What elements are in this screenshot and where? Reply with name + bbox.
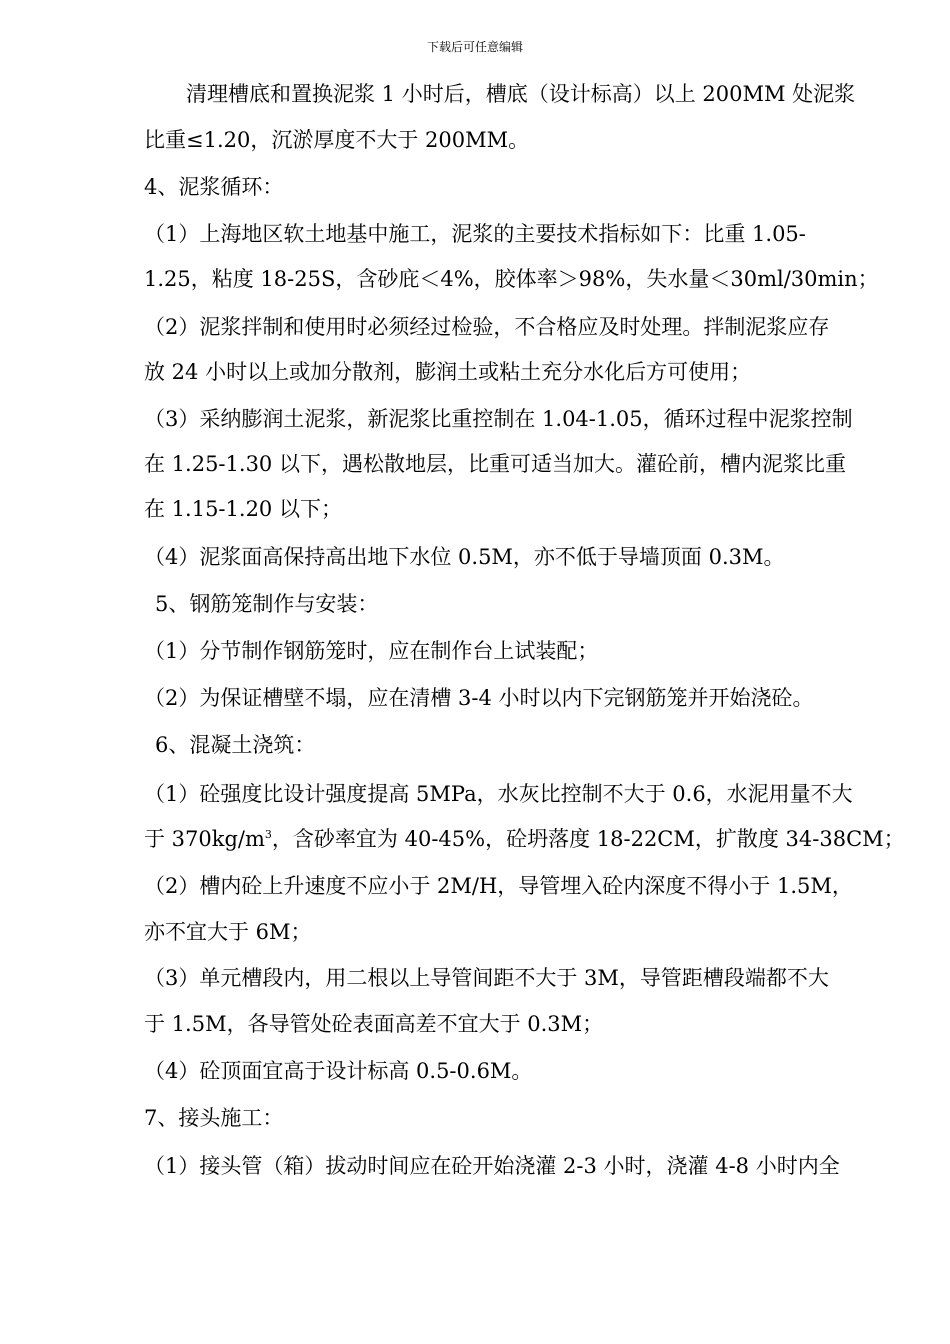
paragraph-line: 亦不宜大于 6M； xyxy=(144,920,312,944)
section-heading: 6、混凝土浇筑： xyxy=(155,733,316,757)
paragraph-line: 1.25，粘度 18-25S，含砂庇＜4%，胶体率＞98%，失水量＜30ml/30min； xyxy=(144,267,879,291)
paragraph-line: （2）为保证槽壁不塌，应在清槽 3-4 小时以内下完钢筋笼并开始浇砼。 xyxy=(144,686,814,710)
paragraph-line: （1）上海地区软土地基中施工，泥浆的主要技术指标如下：比重 1.05- xyxy=(144,222,806,246)
paragraph-line: 放 24 小时以上或加分散剂，膨润土或粘土充分水化后方可使用； xyxy=(144,360,752,384)
section-heading: 7、接头施工： xyxy=(144,1106,284,1130)
text-segment: ，含砂率宜为 40-45%，砼坍落度 18-22CM，扩散度 34-38CM； xyxy=(271,827,905,851)
paragraph-line: （3）单元槽段内，用二根以上导管间距不大于 3M，导管距槽段端都不大 xyxy=(144,966,829,990)
superscript: 3 xyxy=(264,828,272,841)
paragraph-line: （2）槽内砼上升速度不应小于 2M/H，导管埋入砼内深度不得小于 1.5M， xyxy=(144,874,853,898)
paragraph-line: （1）接头管（箱）拔动时间应在砼开始浇灌 2-3 小时，浇灌 4-8 小时内全 xyxy=(144,1154,840,1178)
paragraph-line: （4）泥浆面高保持高出地下水位 0.5M，亦不低于导墙顶面 0.3M。 xyxy=(144,545,785,569)
section-heading: 5、钢筋笼制作与安装： xyxy=(155,592,379,616)
paragraph-line: 在 1.25-1.30 以下，遇松散地层，比重可适当加大。灌砼前，槽内泥浆比重 xyxy=(144,452,846,476)
paragraph-line: 在 1.15-1.20 以下； xyxy=(144,497,342,521)
paragraph-line: （1）砼强度比设计强度提高 5MPa，水灰比控制不大于 0.6，水泥用量不大 xyxy=(144,782,853,806)
paragraph-line: （2）泥浆拌制和使用时必须经过检验，不合格应及时处理。拌制泥浆应存 xyxy=(144,315,830,339)
page-header: 下载后可任意编辑 xyxy=(426,40,523,54)
paragraph-line: （3）采纳膨润土泥浆，新泥浆比重控制在 1.04-1.05，循环过程中泥浆控制 xyxy=(144,407,853,431)
section-heading: 4、泥浆循环： xyxy=(144,175,284,199)
paragraph-line: 清理槽底和置换泥浆 1 小时后，槽底（设计标高）以上 200MM 处泥浆 xyxy=(186,82,856,106)
paragraph-line xyxy=(144,825,905,853)
text-segment: 于 370kg/m xyxy=(144,827,265,851)
paragraph-line: （1）分节制作钢筋笼时，应在制作台上试装配； xyxy=(144,639,599,663)
paragraph-line: （4）砼顶面宜高于设计标高 0.5-0.6M。 xyxy=(144,1059,533,1083)
paragraph-line: 于 1.5M，各导管处砼表面高差不宜大于 0.3M； xyxy=(144,1012,604,1036)
paragraph-line: 比重≤1.20，沉淤厚度不大于 200MM。 xyxy=(144,128,530,152)
